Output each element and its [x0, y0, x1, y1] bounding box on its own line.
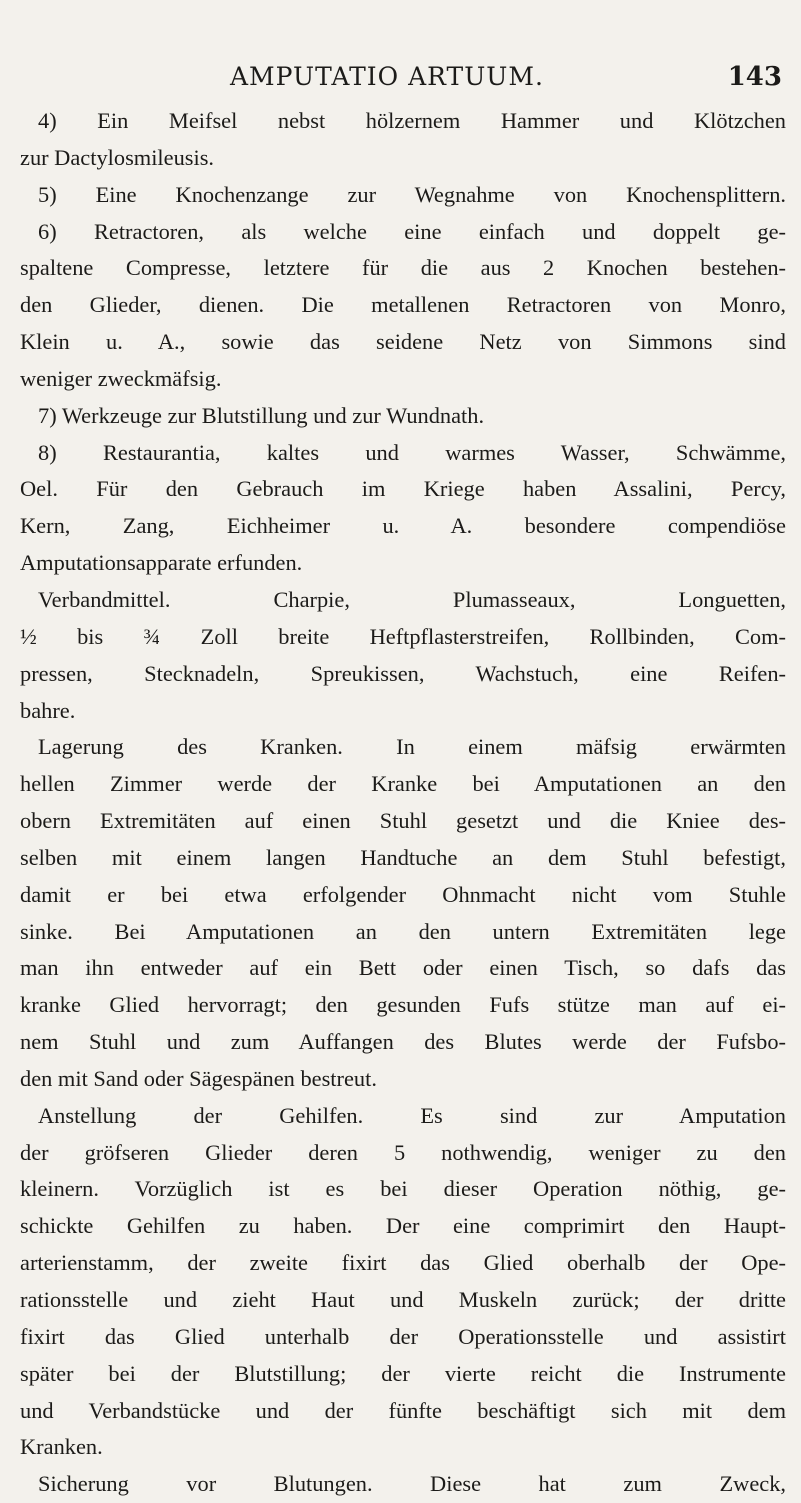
text-line: pressen, Stecknadeln, Spreukissen, Wachstuch, eine Reifen- — [20, 660, 786, 686]
text-line: Lagerung des Kranken. In einem mäfsig erwärmten — [38, 734, 786, 760]
text-line: schickte Gehilfen zu haben. Der eine comprimirt den Haupt- — [20, 1213, 786, 1239]
running-header — [20, 62, 788, 98]
text-line: zur Dactylosmileusis. — [20, 144, 215, 170]
running-title: AMPUTATIO ARTUUM. — [230, 62, 544, 91]
text-line: Amputationsapparate erfunden. — [20, 550, 303, 576]
text-line: 8) Restaurantia, kaltes und warmes Wasser, Schwämme, — [38, 439, 786, 465]
text-line: selben mit einem langen Handtuche an dem Stuhl befestigt, — [20, 844, 786, 870]
text-line: man ihn entweder auf ein Bett oder einen Tisch, so dafs das — [20, 955, 786, 981]
text-line: kleinern. Vorzüglich ist es bei dieser Operation nöthig, ge- — [20, 1176, 786, 1202]
text-line: ½ bis ¾ Zoll breite Heftpflasterstreifen, Rollbinden, Com- — [20, 623, 786, 649]
text-line: weniger zweckmäfsig. — [20, 365, 222, 391]
text-line: Anstellung der Gehilfen. Es sind zur Amputation — [38, 1102, 786, 1128]
text-line: Klein u. A., sowie das seidene Netz von Simmons sind — [20, 329, 786, 355]
text-line: hellen Zimmer werde der Kranke bei Amputationen an den — [20, 771, 786, 797]
text-line: arterienstamm, der zweite fixirt das Glied oberhalb der Ope- — [20, 1250, 786, 1276]
text-line: Kern, Zang, Eichheimer u. A. besondere compendiöse — [20, 513, 786, 539]
text-line: 5) Eine Knochenzange zur Wegnahme von Knochensplittern. — [38, 181, 786, 207]
text-line: sinke. Bei Amputationen an den untern Extremitäten lege — [20, 918, 786, 944]
page-number: 143 — [727, 62, 782, 92]
text-line: 7) Werkzeuge zur Blutstillung und zur Wundnath. — [38, 402, 485, 428]
text-line: nem Stuhl und zum Auffangen des Blutes werde der Fufsbo- — [20, 1029, 786, 1055]
text-line: obern Extremitäten auf einen Stuhl gesetzt und die Kniee des- — [20, 808, 786, 834]
text-line: damit er bei etwa erfolgender Ohnmacht nicht vom Stuhle — [20, 881, 786, 907]
text-line: Verbandmittel. Charpie, Plumasseaux, Longuetten, — [38, 586, 786, 612]
text-line: kranke Glied hervorragt; den gesunden Fufs stütze man auf ei- — [20, 992, 786, 1018]
text-line: bahre. — [20, 697, 76, 723]
text-line: Oel. Für den Gebrauch im Kriege haben Assalini, Percy, — [20, 476, 786, 502]
text-line: rationsstelle und zieht Haut und Muskeln zurück; der dritte — [20, 1287, 786, 1312]
text-line: den Glieder, dienen. Die metallenen Retractoren von Monro, — [20, 292, 786, 318]
text-line: fixirt das Glied unterhalb der Operationsstelle und assistirt — [20, 1323, 786, 1349]
text-line: spaltene Compresse, letztere für die aus 2 Knochen bestehen- — [20, 255, 786, 281]
text-line: Sicherung vor Blutungen. Diese hat zum Zweck, — [38, 1471, 786, 1497]
text-line: der gröfseren Glieder deren 5 nothwendig, weniger zu den — [20, 1139, 786, 1165]
text-line: und Verbandstücke und der fünfte beschäftigt sich mit dem — [20, 1397, 786, 1423]
text-line: 6) Retractoren, als welche eine einfach und doppelt ge- — [38, 218, 786, 244]
text-line: den mit Sand oder Sägespänen bestreut. — [20, 1065, 377, 1091]
body-text — [20, 103, 786, 1503]
text-line: 4) Ein Meifsel nebst hölzernem Hammer und Klötzchen — [38, 108, 786, 133]
text-line: später bei der Blutstillung; der vierte reicht die Instrumente — [20, 1360, 786, 1386]
text-line: Kranken. — [20, 1434, 103, 1460]
